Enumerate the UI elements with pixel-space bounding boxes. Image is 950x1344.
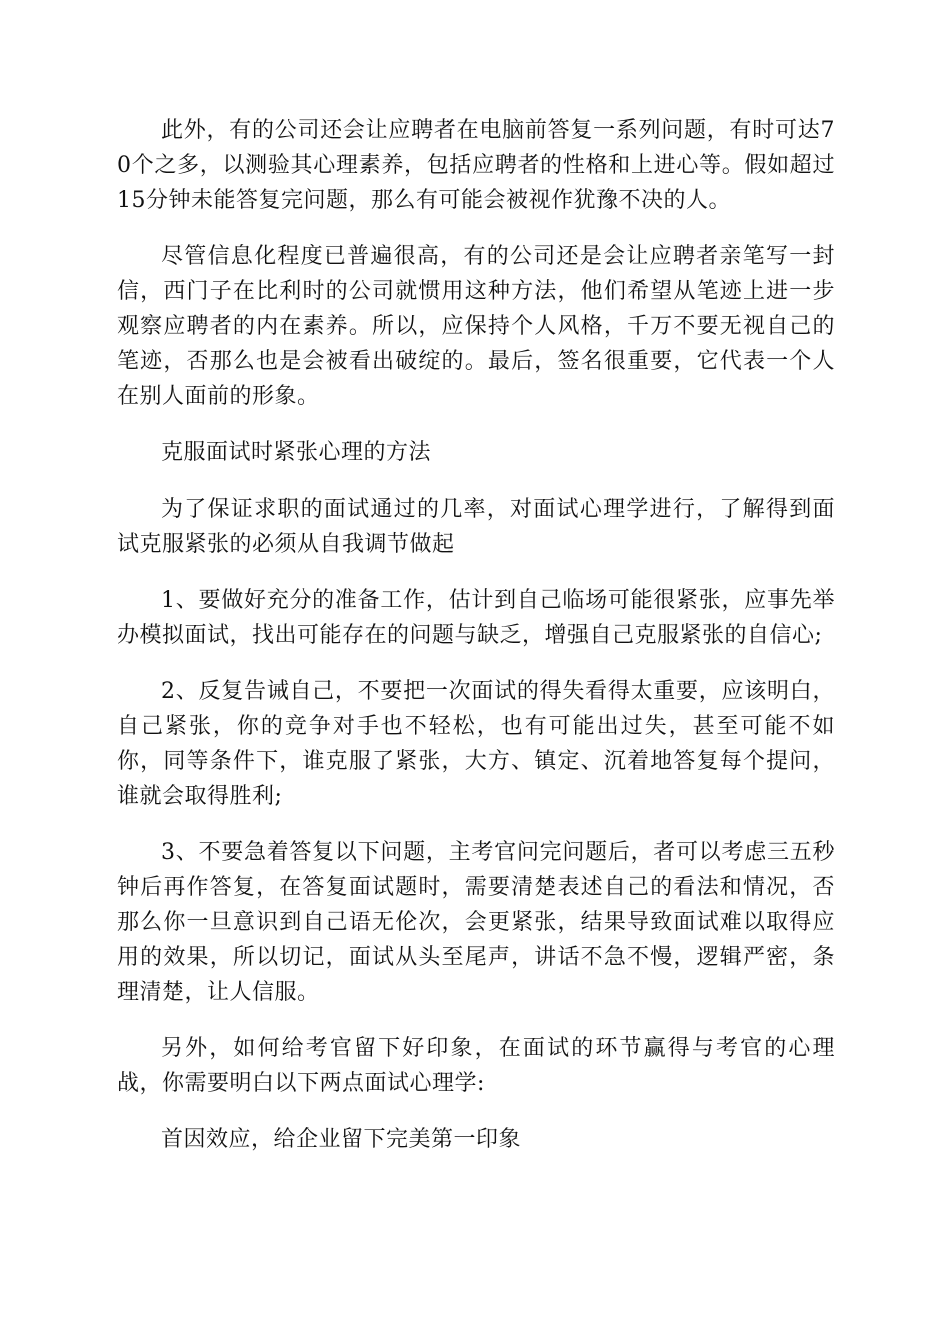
section-heading-nervousness: 克服面试时紧张心理的方法 — [161, 440, 432, 465]
paragraph-self-adjustment: 为了保证求职的面试通过的几率，对面试心理学进行，了解得到面试克服紧张的必须从自我调节做起 — [117, 497, 835, 557]
list-item-2: 2、反复告诫自己，不要把一次面试的得失看得太重要，应该明白，自己紧张，你的竞争对手也不轻松，也有可能出过失，甚至可能不如你，同等条件下，谁克服了紧张，大方、镇定、沉着地答复每个提问，谁就会取得胜利; — [117, 679, 835, 809]
list-item-3: 3、不要急着答复以下问题，主考官问完问题后，者可以考虑三五秒钟后再作答复，在答复面试题时，需要清楚表述自己的看法和情况，否那么你一旦意识到自己语无伦次，会更紧张，结果导致面试难以取得应用的效果，所以切记，面试从头至尾声，讲话不急不慢，逻辑严密，条理清楚，让人信服。 — [117, 840, 835, 1005]
paragraph-computer-test: 此外，有的公司还会让应聘者在电脑前答复一系列问题，有时可达70个之多，以测验其心理素养，包括应聘者的性格和上进心等。假如超过15分钟未能答复完问题，那么有可能会被视作犹豫不决的人。 — [117, 118, 835, 213]
paragraph-primacy-effect: 首因效应，给企业留下完美第一印象 — [161, 1127, 522, 1152]
document-body — [117, 113, 835, 1178]
list-item-1: 1、要做好充分的准备工作，估计到自己临场可能很紧张，应事先举办模拟面试，找出可能存在的问题与缺乏，增强自己克服紧张的自信心; — [117, 588, 835, 648]
paragraph-handwriting: 尽管信息化程度已普遍很高，有的公司还是会让应聘者亲笔写一封信，西门子在比利时的公司就惯用这种方法，他们希望从笔迹上进一步观察应聘者的内在素养。所以，应保持个人风格，千万不要无视自己的笔迹，否那么也是会被看出破绽的。最后，签名很重要，它代表一个人在别人面前的形象。 — [117, 244, 835, 409]
paragraph-impression: 另外，如何给考官留下好印象，在面试的环节赢得与考官的心理战，你需要明白以下两点面试心理学: — [117, 1036, 835, 1096]
